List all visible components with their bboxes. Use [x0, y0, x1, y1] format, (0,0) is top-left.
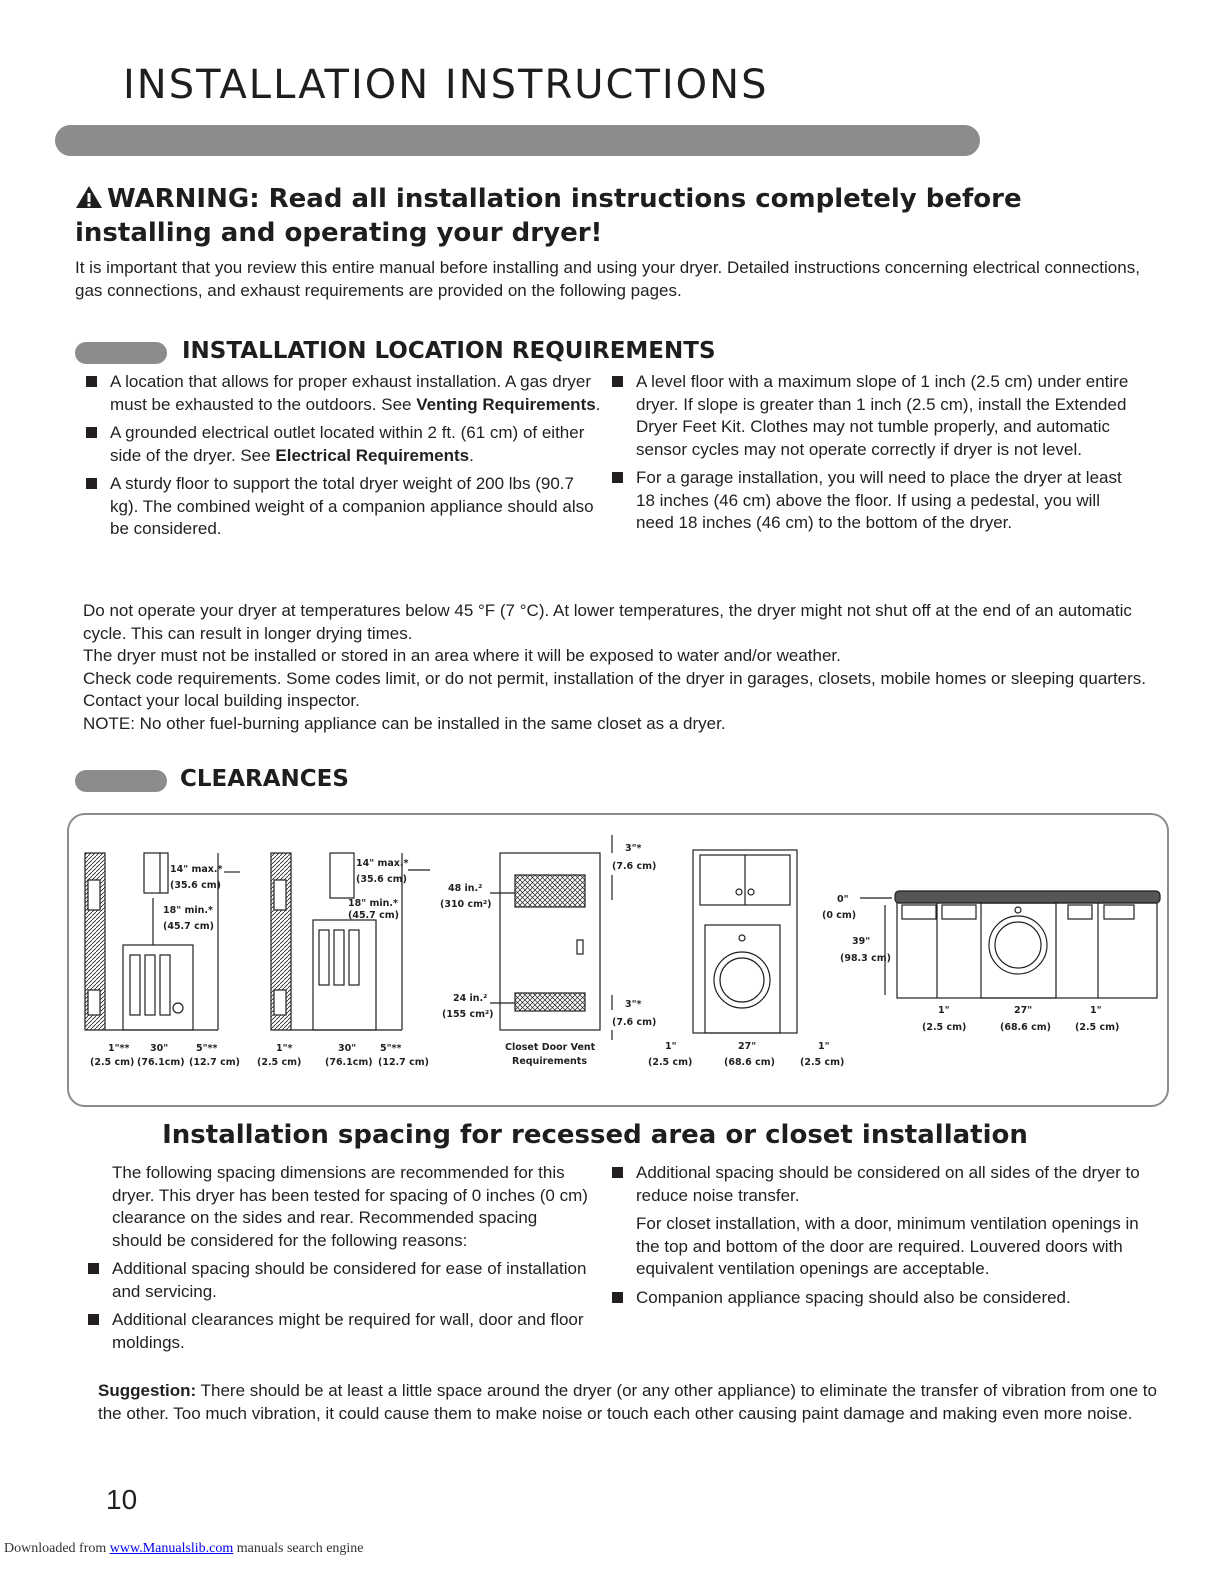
d2-c2: (76.1cm) — [325, 1057, 373, 1068]
d3-cap2: Requirements — [512, 1056, 588, 1067]
footer: Downloaded from www.Manualslib.com manuals search engine — [4, 1541, 364, 1556]
diagram-closet-front — [693, 850, 797, 1033]
d5-c3: (2.5 cm) — [1075, 1022, 1120, 1033]
d3-r4: (7.6 cm) — [612, 1017, 657, 1028]
d1-b2: 30" — [150, 1043, 169, 1054]
note-line: Do not operate your dryer at temperatures below 45 °F (7 °C). At lower temperatures, the dryer might not shut off at the end of an automatic cycle. This can result in longer drying times. — [83, 601, 1132, 643]
d3-r2: (7.6 cm) — [612, 861, 657, 872]
d2-top2: (35.6 cm) — [356, 874, 407, 885]
d3-b1: 24 in.² — [453, 993, 488, 1004]
d1-c3: (12.7 cm) — [189, 1057, 240, 1068]
list-item: Additional clearances might be required for wall, door and floor moldings. — [88, 1309, 588, 1354]
d3-cap1: Closet Door Vent — [505, 1042, 596, 1053]
page-number: 10 — [106, 1484, 138, 1515]
d5-c2: (68.6 cm) — [1000, 1022, 1051, 1033]
d5-l4: (98.3 cm) — [840, 953, 891, 964]
warning-text: WARNING: Read all installation instructions completely before installing and operating your dryer! — [75, 184, 1022, 248]
d1-mid2: (45.7 cm) — [163, 921, 214, 932]
d2-mid2: (45.7 cm) — [348, 910, 399, 921]
list-item: For a garage installation, you will need to place the dryer at least 18 inches (46 cm) above the floor. If using a pedestal, you will need 18 inches (46 cm) to the bottom of the dryer. — [612, 467, 1142, 535]
note-line: The dryer must not be installed or stored in an area where it will be exposed to water and/or weather. — [83, 646, 841, 665]
clearances-heading: CLEARANCES — [180, 766, 349, 792]
d4-b1: 1" — [665, 1041, 677, 1052]
d3-t1: 48 in.² — [448, 883, 483, 894]
list-item: A location that allows for proper exhaust installation. A gas dryer must be exhausted to the outdoors. See Venting Requirements. — [86, 371, 606, 416]
d2-c1: (2.5 cm) — [257, 1057, 302, 1068]
diagram-closet-door — [490, 835, 612, 1040]
list-item: Companion appliance spacing should also be considered. — [612, 1287, 1142, 1310]
d3-t2: (310 cm²) — [440, 899, 492, 910]
manualslib-link[interactable]: www.Manualslib.com — [109, 1541, 234, 1556]
list-item: A level floor with a maximum slope of 1 inch (2.5 cm) under entire dryer. If slope is greater than 1 inch (2.5 cm), install the Extended Dryer Feet Kit. Clothes may not tumble properly, and automatic sensor cycles may not operate correctly if dryer is not level. — [612, 371, 1142, 461]
d5-b2: 27" — [1014, 1005, 1033, 1016]
d1-mid1: 18" min.* — [163, 905, 213, 916]
d2-c3: (12.7 cm) — [378, 1057, 429, 1068]
spacing-left — [88, 1162, 588, 1360]
spacing-heading: Installation spacing for recessed area or closet installation — [162, 1120, 1028, 1150]
d5-b1: 1" — [938, 1005, 950, 1016]
spacing-intro: The following spacing dimensions are recommended for this dryer. This dryer has been tested for spacing of 0 inches (0 cm) clearance on the sides and rear. Recommended spacing should be considered for the following reasons: — [112, 1163, 588, 1250]
d4-b3: 1" — [818, 1041, 830, 1052]
d5-b3: 1" — [1090, 1005, 1102, 1016]
intro-paragraph: It is important that you review this entire manual before installing and using your dryer. Detailed instructions concerning electrical connections, gas connections, and exhaust requirements are provided on the following pages. — [75, 258, 1140, 300]
spacing-right — [612, 1162, 1142, 1315]
list-item: Additional spacing should be considered for ease of installation and servicing. — [88, 1258, 588, 1303]
d2-top1: 14" max.* — [356, 858, 409, 869]
d1-top1: 14" max.* — [170, 864, 223, 875]
d5-c1: (2.5 cm) — [922, 1022, 967, 1033]
list-item: A sturdy floor to support the total dryer weight of 200 lbs (90.7 kg). The combined weight of a companion appliance should also be considered. — [86, 473, 606, 541]
d4-c3: (2.5 cm) — [800, 1057, 845, 1068]
closet-ventilation-note: For closet installation, with a door, minimum ventilation openings in the top and bottom of the door are required. Louvered doors with equivalent ventilation openings are acceptable. — [636, 1214, 1139, 1278]
d1-b3: 5"** — [196, 1043, 218, 1054]
d4-c2: (68.6 cm) — [724, 1057, 775, 1068]
suggestion-label: Suggestion: — [98, 1381, 197, 1400]
d1-c1: (2.5 cm) — [90, 1057, 135, 1068]
d5-l3: 39" — [852, 936, 871, 947]
d2-b3: 5"** — [380, 1043, 402, 1054]
d2-b1: 1"* — [276, 1043, 293, 1054]
note-line: Check code requirements. Some codes limit, or do not permit, installation of the dryer in garages, closets, mobile homes or sleeping quarters. Contact your local building inspector. — [83, 668, 1147, 710]
list-item: Additional spacing should be considered on all sides of the dryer to reduce noise transfer. — [612, 1162, 1142, 1207]
d3-r1: 3"* — [625, 843, 642, 854]
d4-b2: 27" — [738, 1041, 757, 1052]
d5-l1: 0" — [837, 894, 849, 905]
d2-mid1: 18" min.* — [348, 898, 398, 909]
d5-l2: (0 cm) — [822, 910, 857, 921]
suggestion-text: There should be at least a little space around the dryer (or any other appliance) to eliminate the transfer of vibration from one to the other. Too much vibration, it could cause them to make noise or touch each other causing paint damage and making even more noise. — [98, 1381, 1157, 1423]
d2-b2: 30" — [338, 1043, 357, 1054]
note-line: NOTE: No other fuel-burning appliance can be installed in the same closet as a dryer. — [83, 713, 726, 733]
diagram-under-counter — [860, 891, 1160, 998]
d1-b1: 1"** — [108, 1043, 130, 1054]
suggestion-paragraph — [98, 1380, 1158, 1425]
d1-c2: (76.1cm) — [137, 1057, 185, 1068]
d1-top2: (35.6 cm) — [170, 880, 221, 891]
location-heading: INSTALLATION LOCATION REQUIREMENTS — [182, 338, 716, 364]
d4-c1: (2.5 cm) — [648, 1057, 693, 1068]
d3-b2: (155 cm²) — [442, 1009, 494, 1020]
list-item: A grounded electrical outlet located within 2 ft. (61 cm) of either side of the dryer. See Electrical Requirements. — [86, 422, 606, 467]
d3-r3: 3"* — [625, 999, 642, 1010]
page-title: INSTALLATION INSTRUCTIONS — [123, 62, 769, 108]
